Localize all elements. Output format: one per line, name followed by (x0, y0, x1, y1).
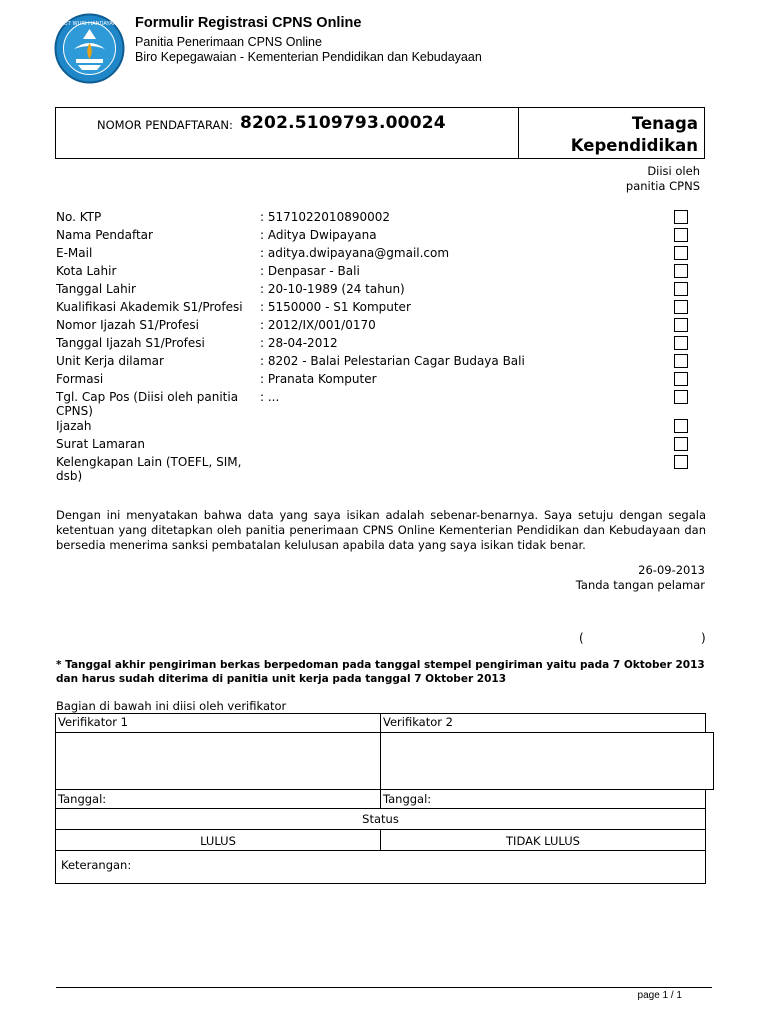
registration-type-line1: Tenaga (631, 114, 698, 133)
verifier2-date-cell (380, 789, 706, 809)
verifier1-header-cell (55, 713, 381, 733)
registration-number: 8202.5109793.00024 (240, 113, 446, 133)
signature-paren-open: ( (579, 631, 584, 645)
field-value-cap-pos: : ... (260, 390, 280, 404)
field-label-kualifikasi: Kualifikasi Akademik S1/Profesi (56, 300, 243, 314)
deadline-note-line2: dan harus sudah diterima di panitia unit kerja pada tanggal 7 Oktober 2013 (56, 673, 507, 685)
status-label: Status (362, 812, 399, 826)
verifier-caption: Bagian di bawah ini diisi oleh verifikator (56, 699, 287, 713)
form-title: Formulir Registrasi CPNS Online (135, 15, 362, 31)
verifier2-signature-cell[interactable] (380, 732, 714, 790)
checkbox-tanggal-lahir[interactable] (674, 282, 688, 296)
field-label-nama: Nama Pendaftar (56, 228, 153, 242)
footer-rule (56, 987, 712, 988)
tut-wuri-handayani-logo (54, 13, 125, 84)
lulus-cell[interactable] (55, 829, 381, 851)
field-label-kelengkapan: Kelengkapan Lain (TOEFL, SIM, dsb) (56, 455, 242, 483)
verifier2-date-label: Tanggal: (383, 792, 432, 806)
field-label-formasi: Formasi (56, 372, 104, 386)
registration-type (571, 113, 698, 157)
field-value-kualifikasi: : 5150000 - S1 Komputer (260, 300, 411, 314)
tidak-lulus-label: TIDAK LULUS (506, 834, 580, 848)
lulus-label: LULUS (200, 834, 236, 848)
signature-date: 26-09-2013 (638, 563, 705, 577)
verifier2-header-cell (380, 713, 706, 733)
signature-label: Tanda tangan pelamar (575, 578, 705, 592)
checkbox-tanggal-ijazah[interactable] (674, 336, 688, 350)
verifier1-date-cell (55, 789, 381, 809)
registration-number-label: NOMOR PENDAFTARAN: (97, 118, 233, 132)
field-value-ktp: : 5171022010890002 (260, 210, 391, 224)
field-label-tanggal-lahir: Tanggal Lahir (56, 282, 136, 296)
field-label-nomor-ijazah: Nomor Ijazah S1/Profesi (56, 318, 199, 332)
field-label-unit-kerja: Unit Kerja dilamar (56, 354, 164, 368)
logo-text: TUT WURI HANDAYANI (60, 21, 119, 27)
field-value-formasi: : Pranata Komputer (260, 372, 377, 386)
tidak-lulus-cell[interactable] (380, 829, 706, 851)
field-label-email: E-Mail (56, 246, 93, 260)
field-label-ktp: No. KTP (56, 210, 102, 224)
field-value-nama: : Aditya Dwipayana (260, 228, 377, 242)
checkbox-ktp[interactable] (674, 210, 688, 224)
checkbox-kota-lahir[interactable] (674, 264, 688, 278)
checkbox-surat-lamaran[interactable] (674, 437, 688, 451)
verifier1-label: Verifikator 1 (58, 715, 128, 729)
field-value-tanggal-ijazah: : 28-04-2012 (260, 336, 338, 350)
declaration-statement: Dengan ini menyatakan bahwa data yang saya isikan adalah sebenar-benarnya. Saya setuju dengan segala ketentuan yang ditetapkan oleh panitia penerimaan CPNS Online Kementerian Pendidikan dan Kebudayaan dan bersedia menerima sanksi pembatalan kelulusan apabila data yang saya isikan tidak benar. (56, 508, 706, 552)
field-value-nomor-ijazah: : 2012/IX/001/0170 (260, 318, 376, 332)
field-value-kota-lahir: : Denpasar - Bali (260, 264, 360, 278)
checkbox-kelengkapan[interactable] (674, 455, 688, 469)
signature-paren-close: ) (701, 631, 706, 645)
committee-header-line1: Diisi oleh (647, 164, 700, 178)
keterangan-cell[interactable] (55, 850, 706, 884)
deadline-note-line1: * Tanggal akhir pengiriman berkas berpedoman pada tanggal stempel pengiriman yaitu pada 7 Oktober 2013 (56, 659, 705, 671)
field-label-kota-lahir: Kota Lahir (56, 264, 117, 278)
checkbox-cap-pos[interactable] (674, 390, 688, 404)
field-label-cap-pos: Tgl. Cap Pos (Diisi oleh panitia CPNS) (56, 390, 239, 418)
field-label-tanggal-ijazah: Tanggal Ijazah S1/Profesi (56, 336, 205, 350)
header-subtitle-committee: Panitia Penerimaan CPNS Online (135, 35, 322, 49)
verifier1-signature-cell[interactable] (55, 732, 381, 790)
page-number: page 1 / 1 (637, 990, 682, 1001)
checkbox-nomor-ijazah[interactable] (674, 318, 688, 332)
checkbox-ijazah[interactable] (674, 419, 688, 433)
committee-header-line2: panitia CPNS (625, 179, 700, 193)
deadline-note (56, 658, 716, 686)
header-subtitle-bureau: Biro Kepegawaian - Kementerian Pendidikan dan Kebudayaan (135, 50, 482, 64)
keterangan-label: Keterangan: (61, 858, 132, 872)
checkbox-kualifikasi[interactable] (674, 300, 688, 314)
committee-column-header (626, 164, 700, 194)
checkbox-formasi[interactable] (674, 372, 688, 386)
field-value-email: : aditya.dwipayana@gmail.com (260, 246, 450, 260)
field-value-unit-kerja: : 8202 - Balai Pelestarian Cagar Budaya Bali (260, 354, 525, 368)
field-label-ijazah: Ijazah (56, 419, 92, 433)
field-label-surat-lamaran: Surat Lamaran (56, 437, 146, 451)
registration-type-line2: Kependidikan (570, 136, 698, 155)
registration-box (55, 107, 705, 159)
checkbox-unit-kerja[interactable] (674, 354, 688, 368)
verifier1-date-label: Tanggal: (58, 792, 107, 806)
checkbox-email[interactable] (674, 246, 688, 260)
field-value-tanggal-lahir: : 20-10-1989 (24 tahun) (260, 282, 405, 296)
status-header-cell (55, 808, 706, 830)
verifier2-label: Verifikator 2 (383, 715, 453, 729)
registration-divider (518, 108, 519, 158)
checkbox-nama[interactable] (674, 228, 688, 242)
